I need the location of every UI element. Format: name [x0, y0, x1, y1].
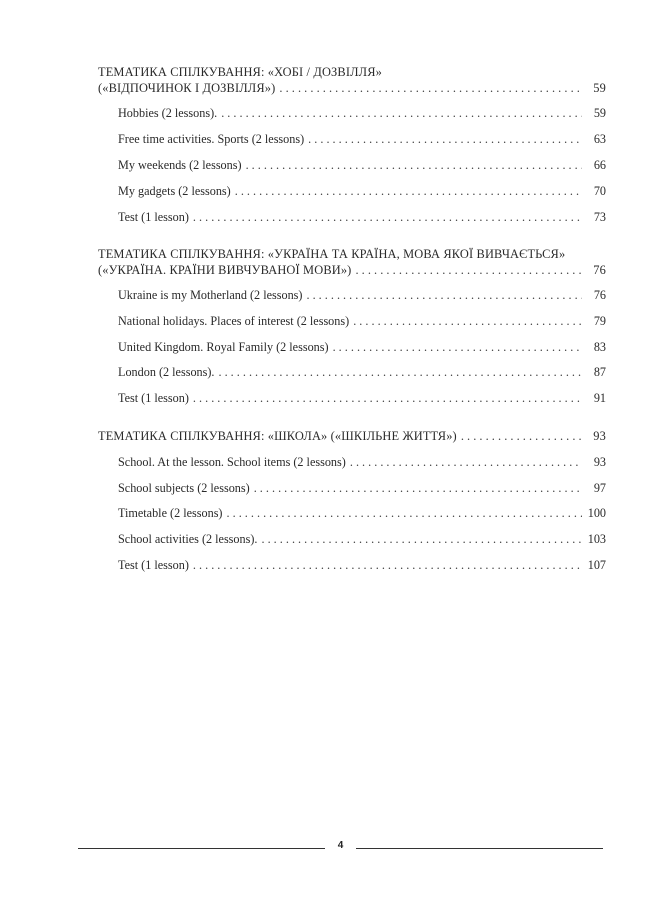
- page-ref: 59: [593, 106, 606, 120]
- toc-entry[interactable]: School. At the lesson. School items (2 lessons) . . . 93: [118, 454, 606, 470]
- dot-leader: [189, 557, 582, 573]
- page-ref: 79: [593, 314, 606, 328]
- section-heading: ТЕМАТИКА СПІЛКУВАННЯ: «УКРАЇНА ТА КРАЇНА, МОВА ЯКОЇ ВИВЧАЄТЬСЯ»: [98, 247, 566, 261]
- dot-leader: [217, 105, 582, 121]
- page-ref: 70: [593, 184, 606, 198]
- dot-leader: [189, 390, 582, 406]
- dot-leader: [250, 480, 582, 496]
- toc-entry[interactable]: School activities (2 lessons). . . . 103: [118, 531, 606, 547]
- toc-entry[interactable]: Test (1 lesson) . . . 107: [118, 557, 606, 573]
- page-number: 4: [337, 840, 344, 851]
- dot-leader: [242, 157, 582, 173]
- toc-entry[interactable]: Test (1 lesson) . . . 73: [118, 209, 606, 225]
- page-ref: 73: [593, 210, 606, 224]
- toc-entry[interactable]: National holidays. Places of interest (2 lessons) . . . 79: [118, 313, 606, 329]
- page-ref: 76: [593, 263, 606, 277]
- section-heading[interactable]: ТЕМАТИКА СПІЛКУВАННЯ: «ШКОЛА» («ШКІЛЬНЕ ЖИТТЯ») . . . 93: [98, 428, 606, 444]
- toc-entry[interactable]: Hobbies (2 lessons). . . . 59: [118, 105, 606, 121]
- page-ref: 107: [587, 558, 606, 572]
- dot-leader: [214, 364, 582, 380]
- page-ref: 59: [593, 81, 606, 95]
- dot-leader: [302, 287, 582, 303]
- page-ref: 103: [587, 532, 606, 546]
- page-ref: 87: [593, 365, 606, 379]
- toc-entry[interactable]: My gadgets (2 lessons) . . . 70: [118, 183, 606, 199]
- dot-leader: [189, 209, 582, 225]
- dot-leader: [223, 505, 583, 521]
- page-ref: 76: [593, 288, 606, 302]
- page-ref: 93: [593, 455, 606, 469]
- section-heading: ТЕМАТИКА СПІЛКУВАННЯ: «ХОБІ / ДОЗВІЛЛЯ»: [98, 65, 382, 79]
- section-heading-line2[interactable]: («ВІДПОЧИНОК І ДОЗВІЛЛЯ») . . . 59: [98, 80, 606, 96]
- dot-leader: [304, 131, 582, 147]
- page-ref: 91: [593, 391, 606, 405]
- footer-rule: [78, 848, 325, 849]
- toc-entry[interactable]: London (2 lessons). . . . 87: [118, 364, 606, 380]
- dot-leader: [457, 428, 582, 444]
- page-ref: 100: [587, 506, 606, 520]
- toc-entry[interactable]: Free time activities. Sports (2 lessons) . . . 63: [118, 131, 606, 147]
- toc-entry[interactable]: Test (1 lesson) . . . 91: [118, 390, 606, 406]
- dot-leader: [275, 80, 582, 96]
- page-ref: 97: [593, 481, 606, 495]
- section-heading-line2[interactable]: («УКРАЇНА. КРАЇНИ ВИВЧУВАНОЇ МОВИ») . . . 76: [98, 262, 606, 278]
- page-ref: 93: [593, 429, 606, 443]
- dot-leader: [346, 454, 582, 470]
- dot-leader: [351, 262, 582, 278]
- toc-entry[interactable]: United Kingdom. Royal Family (2 lessons) . . . 83: [118, 339, 606, 355]
- toc-entry[interactable]: School subjects (2 lessons) . . . 97: [118, 480, 606, 496]
- dot-leader: [329, 339, 582, 355]
- footer-rule: [356, 848, 603, 849]
- dot-leader: [231, 183, 582, 199]
- toc-entry[interactable]: My weekends (2 lessons) . . . 66: [118, 157, 606, 173]
- toc-entry[interactable]: Timetable (2 lessons) . . . 100: [118, 505, 606, 521]
- page-ref: 83: [593, 340, 606, 354]
- dot-leader: [257, 531, 582, 547]
- dot-leader: [349, 313, 582, 329]
- page-ref: 66: [593, 158, 606, 172]
- page-ref: 63: [593, 132, 606, 146]
- toc-entry[interactable]: Ukraine is my Motherland (2 lessons) . . . 76: [118, 287, 606, 303]
